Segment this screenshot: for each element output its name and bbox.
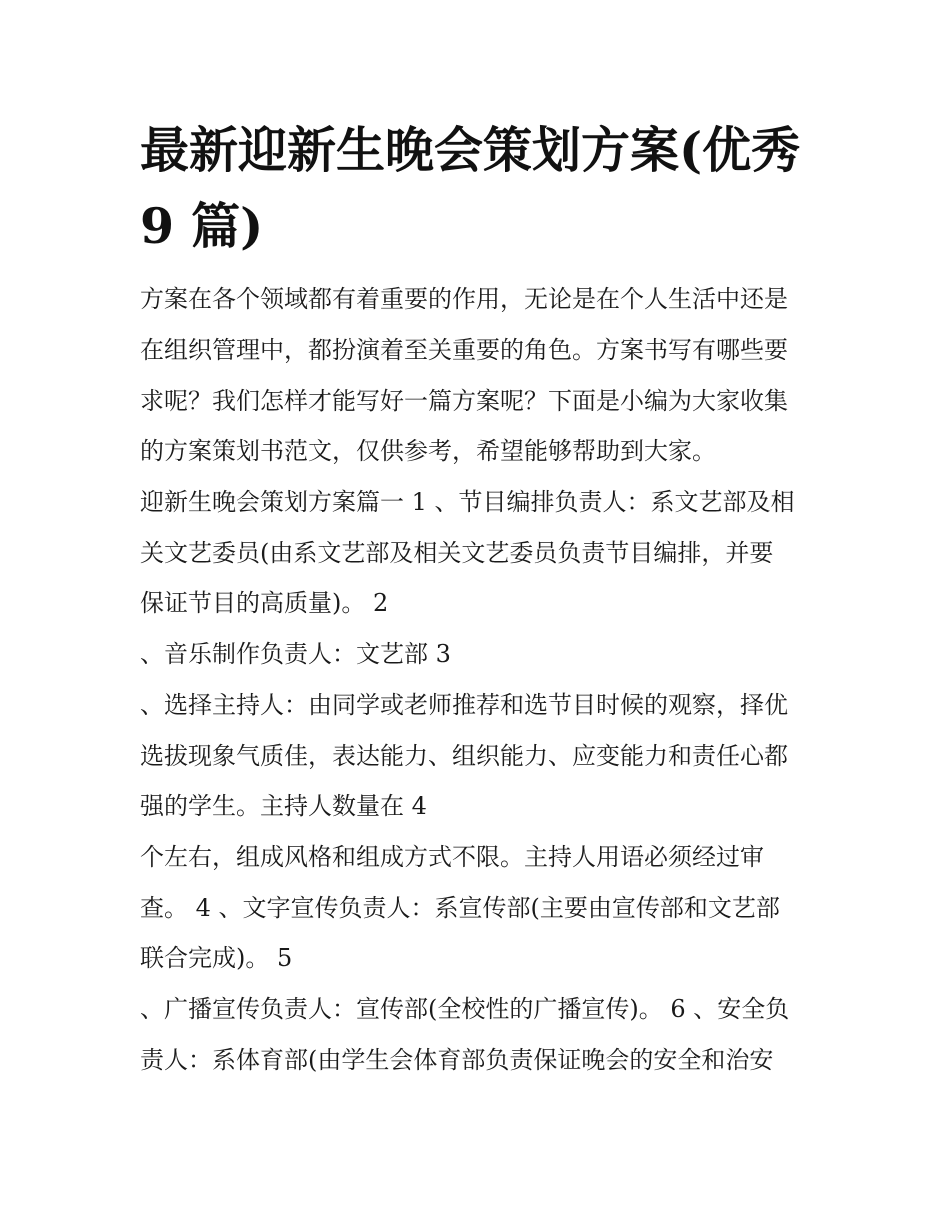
body-line-11: 强的学生。主持人数量在 4 xyxy=(140,792,427,820)
body-line-10: 选拔现象气质佳，表达能力、组织能力、应变能力和责任心都 xyxy=(140,742,788,770)
body-line-14: 联合完成)。 5 xyxy=(140,944,293,972)
body-line-8: 、音乐制作负责人：文艺部 3 xyxy=(140,640,451,668)
body-line-9: 、选择主持人：由同学或老师推荐和选节目时候的观察，择优 xyxy=(140,691,788,719)
body-line-16: 责人：系体育部(由学生会体育部负责保证晚会的安全和治安 xyxy=(140,1046,774,1074)
body-line-12: 个左右，组成风格和组成方式不限。主持人用语必须经过审 xyxy=(140,843,764,871)
body-line-3: 求呢？我们怎样才能写好一篇方案呢？下面是小编为大家收集 xyxy=(140,387,788,415)
body-line-13: 查。 4 、文字宣传负责人：系宣传部(主要由宣传部和文艺部 xyxy=(140,894,780,922)
body-line-5: 迎新生晚会策划方案篇一 1 、节目编排负责人：系文艺部及相 xyxy=(140,488,795,516)
document-title xyxy=(140,112,820,264)
title-line-1: 最新迎新生晚会策划方案(优秀 xyxy=(140,121,801,179)
body-line-15: 、广播宣传负责人：宣传部(全校性的广播宣传)。 6 、安全负 xyxy=(140,995,790,1023)
body-line-4: 的方案策划书范文，仅供参考，希望能够帮助到大家。 xyxy=(140,437,716,465)
body-line-2: 在组织管理中，都扮演着至关重要的角色。方案书写有哪些要 xyxy=(140,336,788,364)
body-line-1: 方案在各个领域都有着重要的作用，无论是在个人生活中还是 xyxy=(140,285,788,313)
body-line-7: 保证节目的高质量)。 2 xyxy=(140,589,389,617)
title-line-2: 9 篇) xyxy=(140,197,264,255)
body-line-6: 关文艺委员(由系文艺部及相关文艺委员负责节目编排，并要 xyxy=(140,539,774,567)
